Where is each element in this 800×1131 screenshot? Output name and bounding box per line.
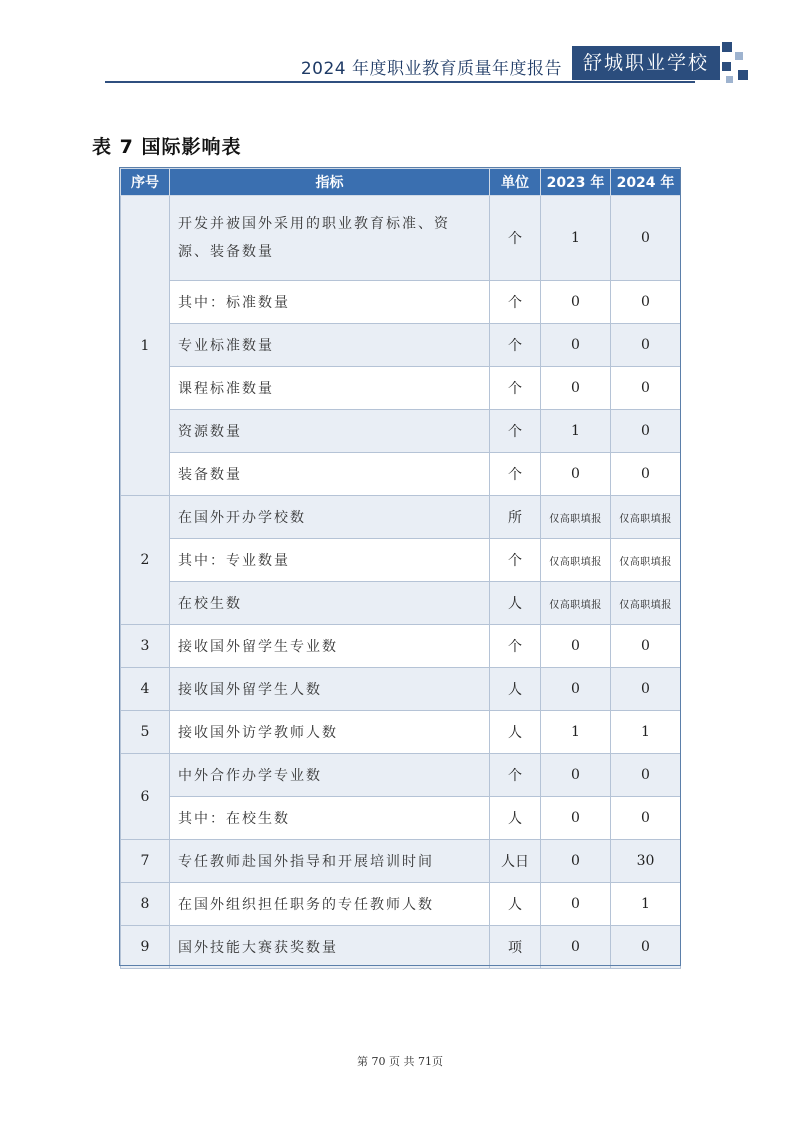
table-row xyxy=(121,797,681,840)
value-2024-cell: 0 xyxy=(611,797,681,840)
row-seq-cell: 6 xyxy=(121,754,170,840)
value-2024-cell: 仅高职填报 xyxy=(611,496,681,539)
unit-cell: 个 xyxy=(490,754,541,797)
unit-cell: 个 xyxy=(490,281,541,324)
table-row xyxy=(121,453,681,496)
indicator-cell: 资源数量 xyxy=(170,410,490,453)
unit-cell: 项 xyxy=(490,926,541,969)
value-2023-cell: 仅高职填报 xyxy=(541,539,611,582)
value-2024-cell: 0 xyxy=(611,625,681,668)
table-row xyxy=(121,410,681,453)
value-2023-cell: 0 xyxy=(541,367,611,410)
indicator-cell: 装备数量 xyxy=(170,453,490,496)
table-row xyxy=(121,582,681,625)
indicator-cell: 在国外组织担任职务的专任教师人数 xyxy=(170,883,490,926)
indicator-cell: 在校生数 xyxy=(170,582,490,625)
table-row xyxy=(121,324,681,367)
value-2024-cell: 0 xyxy=(611,453,681,496)
value-2023-cell: 0 xyxy=(541,324,611,367)
value-2023-cell: 0 xyxy=(541,453,611,496)
header-rule xyxy=(105,81,695,83)
school-name-banner: 舒城职业学校 xyxy=(572,46,720,80)
indicator-cell: 专业标准数量 xyxy=(170,324,490,367)
row-seq-cell: 7 xyxy=(121,840,170,883)
value-2024-cell: 0 xyxy=(611,324,681,367)
value-2023-cell: 0 xyxy=(541,625,611,668)
table-row xyxy=(121,196,681,281)
value-2024-cell: 0 xyxy=(611,754,681,797)
unit-cell: 人 xyxy=(490,711,541,754)
unit-cell: 所 xyxy=(490,496,541,539)
indicator-cell: 接收国外留学生专业数 xyxy=(170,625,490,668)
value-2024-cell: 0 xyxy=(611,196,681,281)
report-title: 2024 年度职业教育质量年度报告 xyxy=(300,59,562,79)
row-seq-cell: 1 xyxy=(121,196,170,496)
indicator-cell: 在国外开办学校数 xyxy=(170,496,490,539)
page-number: 第 70 页 共 71页 xyxy=(357,1055,443,1068)
row-seq-cell: 5 xyxy=(121,711,170,754)
unit-cell: 个 xyxy=(490,324,541,367)
value-2023-cell: 仅高职填报 xyxy=(541,496,611,539)
unit-cell: 个 xyxy=(490,196,541,281)
indicator-cell: 其中：专业数量 xyxy=(170,539,490,582)
value-2023-cell: 0 xyxy=(541,754,611,797)
value-2024-cell: 0 xyxy=(611,668,681,711)
value-2023-cell: 0 xyxy=(541,926,611,969)
table-row xyxy=(121,625,681,668)
col-header-indicator: 指标 xyxy=(170,169,490,196)
value-2023-cell: 1 xyxy=(541,711,611,754)
value-2023-cell: 0 xyxy=(541,668,611,711)
value-2024-cell: 0 xyxy=(611,367,681,410)
unit-cell: 人 xyxy=(490,582,541,625)
row-seq-cell: 2 xyxy=(121,496,170,625)
unit-cell: 个 xyxy=(490,367,541,410)
value-2024-cell: 仅高职填报 xyxy=(611,539,681,582)
unit-cell: 人日 xyxy=(490,840,541,883)
unit-cell: 个 xyxy=(490,625,541,668)
row-seq-cell: 9 xyxy=(121,926,170,969)
col-header-seq: 序号 xyxy=(121,169,170,196)
row-seq-cell: 3 xyxy=(121,625,170,668)
table-row xyxy=(121,496,681,539)
indicator-cell: 开发并被国外采用的职业教育标准、资源、装备数量 xyxy=(170,196,490,281)
indicator-cell: 中外合作办学专业数 xyxy=(170,754,490,797)
value-2023-cell: 1 xyxy=(541,196,611,281)
table-row xyxy=(121,281,681,324)
value-2023-cell: 0 xyxy=(541,281,611,324)
value-2024-cell: 0 xyxy=(611,281,681,324)
table-row xyxy=(121,711,681,754)
value-2023-cell: 0 xyxy=(541,840,611,883)
table-row xyxy=(121,754,681,797)
value-2023-cell: 0 xyxy=(541,797,611,840)
unit-cell: 人 xyxy=(490,883,541,926)
international-impact-table xyxy=(120,168,681,969)
value-2024-cell: 仅高职填报 xyxy=(611,582,681,625)
value-2024-cell: 0 xyxy=(611,410,681,453)
col-header-unit: 单位 xyxy=(490,169,541,196)
indicator-cell: 接收国外访学教师人数 xyxy=(170,711,490,754)
indicator-cell: 国外技能大赛获奖数量 xyxy=(170,926,490,969)
indicator-cell: 其中：标准数量 xyxy=(170,281,490,324)
indicator-cell: 其中：在校生数 xyxy=(170,797,490,840)
unit-cell: 人 xyxy=(490,668,541,711)
indicator-cell: 专任教师赴国外指导和开展培训时间 xyxy=(170,840,490,883)
table-row xyxy=(121,367,681,410)
table-title: 表 7 国际影响表 xyxy=(92,136,242,158)
unit-cell: 个 xyxy=(490,539,541,582)
indicator-cell: 课程标准数量 xyxy=(170,367,490,410)
value-2023-cell: 0 xyxy=(541,883,611,926)
row-seq-cell: 4 xyxy=(121,668,170,711)
value-2024-cell: 30 xyxy=(611,840,681,883)
table-row xyxy=(121,883,681,926)
value-2024-cell: 1 xyxy=(611,883,681,926)
col-header-2024: 2024 年 xyxy=(611,169,681,196)
table-row xyxy=(121,840,681,883)
unit-cell: 人 xyxy=(490,797,541,840)
row-seq-cell: 8 xyxy=(121,883,170,926)
value-2024-cell: 1 xyxy=(611,711,681,754)
value-2023-cell: 1 xyxy=(541,410,611,453)
unit-cell: 个 xyxy=(490,453,541,496)
indicator-cell: 接收国外留学生人数 xyxy=(170,668,490,711)
unit-cell: 个 xyxy=(490,410,541,453)
value-2024-cell: 0 xyxy=(611,926,681,969)
table-row xyxy=(121,668,681,711)
table-row xyxy=(121,926,681,969)
table-row xyxy=(121,539,681,582)
table-header-row xyxy=(121,169,681,196)
value-2023-cell: 仅高职填报 xyxy=(541,582,611,625)
col-header-2023: 2023 年 xyxy=(541,169,611,196)
